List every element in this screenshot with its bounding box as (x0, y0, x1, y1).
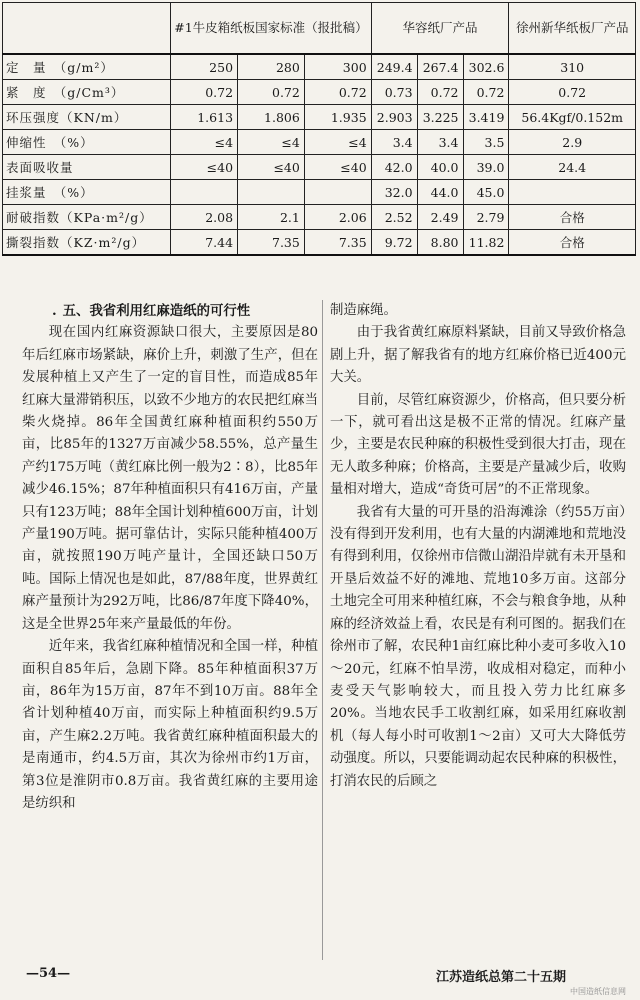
table-row (3, 230, 636, 256)
value-cell: 8.80 (417, 230, 463, 256)
value-cell: 39.0 (463, 155, 509, 180)
value-cell: 302.6 (463, 54, 509, 80)
paragraph: 现在国内红麻资源缺口很大，主要原因是80年后红麻市场紧缺，麻价上升，刺激了生产，但在发展种植上又产生了一定的盲目性，而造成85年红麻大量滞销积压，以致不少地方的农民把红麻当柴火烧掉。86年全国黄红麻种植面积约550万亩，比85年的1327万亩减少58.55%，总产量生产约175万吨（黄红麻比例一般为2∶8），比85年减少46.15%；87年种植面积只有416万亩，产量只有123万吨；88年全国计划种植600万亩，计划产量190万吨。据可靠估计，实际只能种植400万亩，就按照190万吨产量计，全国还缺口50万吨。国际上情况也是如此，87/88年度，世界黄红麻产量预计为292万吨，比86/87年度下降40%，这是全世界25年来产量最低的年份。 (22, 325, 318, 632)
xuzhou-value-cell (509, 180, 636, 205)
page-number: —54— (26, 966, 71, 981)
value-cell: 3.5 (463, 130, 509, 155)
value-cell: 300 (304, 54, 371, 80)
value-cell: 249.4 (371, 54, 417, 80)
value-cell: 3.225 (417, 105, 463, 130)
value-cell: 0.72 (304, 80, 371, 105)
row-label: 撕裂指数（KZ·m²/g） (3, 230, 171, 256)
value-cell: 3.4 (371, 130, 417, 155)
table-row (3, 105, 636, 130)
value-cell: 2.903 (371, 105, 417, 130)
value-cell: 1.613 (171, 105, 238, 130)
value-cell: 2.49 (417, 205, 463, 230)
value-cell: 1.935 (304, 105, 371, 130)
value-cell: ≤4 (171, 130, 238, 155)
xuzhou-value-cell: 合格 (509, 230, 636, 256)
table-row (3, 155, 636, 180)
value-cell: 2.1 (238, 205, 305, 230)
value-cell: 42.0 (371, 155, 417, 180)
table-row (3, 80, 636, 105)
value-cell: 267.4 (417, 54, 463, 80)
row-label: 挂浆量 （%） (3, 180, 171, 205)
row-label: 耐破指数（KPa·m²/g） (3, 205, 171, 230)
value-cell (238, 180, 305, 205)
value-cell: ≤40 (171, 155, 238, 180)
value-cell: 1.806 (238, 105, 305, 130)
value-cell: 2.79 (463, 205, 509, 230)
value-cell: 0.72 (417, 80, 463, 105)
column-divider (322, 300, 323, 960)
value-cell (171, 180, 238, 205)
row-label: 伸缩性 （%） (3, 130, 171, 155)
value-cell: 7.44 (171, 230, 238, 256)
value-cell: 45.0 (463, 180, 509, 205)
value-cell: 0.72 (463, 80, 509, 105)
value-cell: 40.0 (417, 155, 463, 180)
table-row (3, 54, 636, 80)
value-cell: 0.72 (171, 80, 238, 105)
value-cell: 0.73 (371, 80, 417, 105)
table-header-row (3, 3, 636, 55)
header-xuzhou-mill: 徐州新华纸板厂产品 (509, 3, 636, 55)
row-label: 紧 度 （g/Cm³） (3, 80, 171, 105)
left-column (22, 300, 318, 815)
row-label: 环压强度（KN/m） (3, 105, 171, 130)
paragraph: 近年来，我省红麻种植情况和全国一样，种植面积自85年后，急剧下降。85年种植面积37万亩，86年为15万亩，87年不到10万亩。88年全省计划种植40万亩，而实际上种植面积约9.5万亩，产生麻2.2万吨。我省黄红麻种植面积最大的是南通市，约4.5万亩，其次为徐州市约1万亩，第3位是淮阴市0.8万亩。我省黄红麻的主要用途是纺织和 (22, 639, 318, 811)
value-cell: 44.0 (417, 180, 463, 205)
value-cell: 3.4 (417, 130, 463, 155)
xuzhou-value-cell: 合格 (509, 205, 636, 230)
row-label: 表面吸收量 (3, 155, 171, 180)
right-column (330, 300, 626, 793)
table-body (3, 54, 636, 255)
heading-bullet: . (52, 303, 57, 319)
spec-table (2, 2, 636, 256)
value-cell: 9.72 (371, 230, 417, 256)
paragraph: 目前，尽管红麻资源少，价格高，但只要分析一下，就可看出这是极不正常的情况。红麻产量少，主要是农民种麻的积极性受到很大打击，现在无人敢多种麻；价格高，主要是产量减少后，收购量相对增大，造成“奇货可居”的不正常现象。 (330, 392, 626, 498)
xuzhou-value-cell: 56.4Kgf/0.152m (509, 105, 636, 130)
value-cell: 3.419 (463, 105, 509, 130)
value-cell: 0.72 (238, 80, 305, 105)
value-cell: ≤40 (238, 155, 305, 180)
paragraph: 由于我省黄红麻原料紧缺，目前又导致价格急剧上升，据了解我省有的地方红麻价格已近400元大关。 (330, 325, 626, 386)
value-cell: 32.0 (371, 180, 417, 205)
value-cell: ≤4 (304, 130, 371, 155)
value-cell: 280 (238, 54, 305, 80)
header-corner-cell (3, 3, 171, 55)
xuzhou-value-cell: 24.4 (509, 155, 636, 180)
xuzhou-value-cell: 0.72 (509, 80, 636, 105)
paragraph: 我省有大量的可开垦的沿海滩涂（约55万亩）没有得到开发利用，也有大量的内湖滩地和荒地没有得到利用，仅徐州市信微山湖沿岸就有未开垦和开垦后效益不好的滩地、荒地10多万亩。这部分土地完全可用来种植红麻，不会与粮食争地，从种麻的经济效益上看，农民是有利可图的。据我们在徐州市了解，农民种1亩红麻比种小麦可多收入10～20元，红麻不怕旱涝，收成相对稳定，而种小麦受天气影响较大，而且投入劳力比红麻多20%。当地农民手工收割红麻，如采用红麻收割机（每人每小时可收割1～2亩）又可大大降低劳动强度。所以，只要能调动起农民种麻的积极性，打消农民的后顾之 (330, 504, 626, 789)
value-cell: 11.82 (463, 230, 509, 256)
value-cell (304, 180, 371, 205)
row-label: 定 量 （g/m²） (3, 54, 171, 80)
value-cell: 2.52 (371, 205, 417, 230)
table-row (3, 205, 636, 230)
value-cell: ≤4 (238, 130, 305, 155)
xuzhou-value-cell: 310 (509, 54, 636, 80)
section-heading (22, 300, 318, 322)
table-row (3, 180, 636, 205)
watermark: 中国造纸信息网 (570, 987, 626, 996)
section-heading-text: 五、我省利用红麻造纸的可行性 (62, 303, 251, 319)
journal-title: 江苏造纸总第二十五期 (436, 970, 567, 985)
paragraph-continuation: 制造麻绳。 (330, 303, 397, 318)
value-cell: 2.06 (304, 205, 371, 230)
value-cell: ≤40 (304, 155, 371, 180)
header-huarong-mill: 华容纸厂产品 (371, 3, 509, 55)
value-cell: 7.35 (304, 230, 371, 256)
table-row (3, 130, 636, 155)
value-cell: 2.08 (171, 205, 238, 230)
value-cell: 7.35 (238, 230, 305, 256)
header-national-standard: #1牛皮箱纸板国家标准（报批稿） (171, 3, 371, 55)
xuzhou-value-cell: 2.9 (509, 130, 636, 155)
value-cell: 250 (171, 54, 238, 80)
